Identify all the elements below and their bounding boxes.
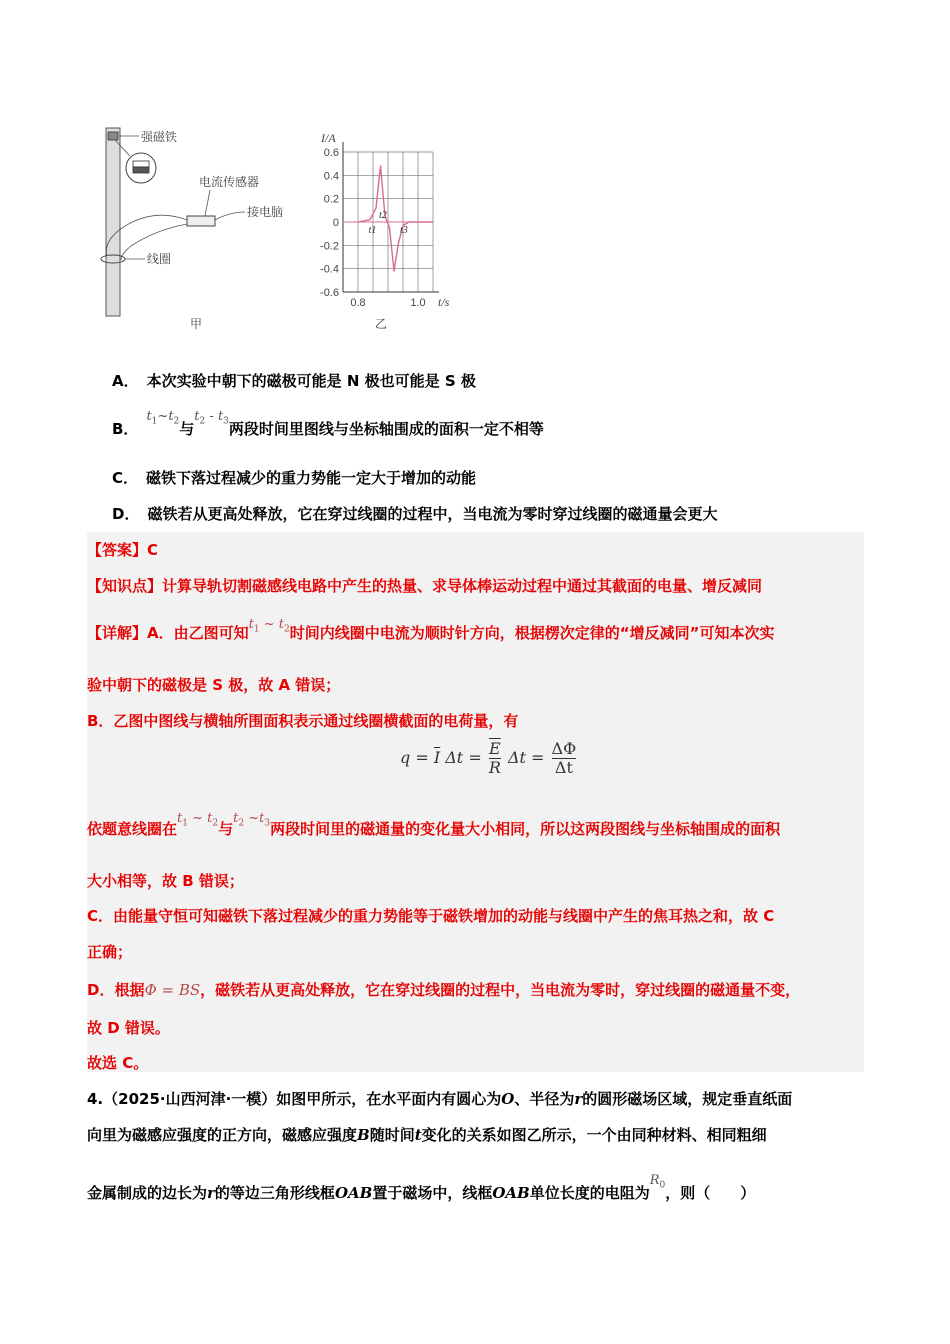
option-c-label: C． bbox=[112, 469, 139, 487]
x-tick-label: 1.0 bbox=[410, 297, 426, 309]
detail-a-line-1: 【详解】A．由乙图可知$t_1$ ~ $t_2$时间内线圈中电流为顺时针方向，根据楞次定律的“增反减同”可知本次实 bbox=[87, 617, 775, 642]
y-tick-label: -0.2 bbox=[320, 240, 339, 253]
detail-c-line-1: C．由能量守恒可知磁铁下落过程减少的重力势能等于磁铁增加的动能与线圈中产生的焦耳热之和，故 C bbox=[87, 907, 775, 925]
chart bbox=[320, 142, 439, 309]
detail-d-line-2: 故 D 错误。 bbox=[87, 1019, 170, 1037]
yi-label: 乙 bbox=[375, 317, 388, 331]
current-sensor bbox=[187, 216, 215, 226]
conclusion: 故选 C。 bbox=[87, 1054, 149, 1072]
chart-ylabel: I/A bbox=[321, 131, 336, 145]
question4-line-2: 向里为磁感应强度的正方向，磁感应强度B随时间t变化的关系如图乙所示，一个由同种材料、相同粗细 bbox=[87, 1126, 767, 1144]
option-b-text: 两段时间里图线与坐标轴围成的面积一定不相等 bbox=[228, 420, 544, 438]
detail-a-line-2: 验中朝下的磁极是 S 极，故 A 错误； bbox=[87, 676, 341, 694]
option-c-text: 磁铁下落过程减少的重力势能一定大于增加的动能 bbox=[146, 469, 477, 487]
y-tick-label: 0.4 bbox=[323, 170, 339, 183]
option-d-label: D． bbox=[112, 505, 140, 523]
computer-cable bbox=[215, 212, 245, 220]
computer-label: 接电脑 bbox=[247, 205, 284, 219]
option-b-mid: 与 bbox=[179, 420, 195, 438]
option-b-label: B． bbox=[112, 420, 139, 438]
option-a-label: A． bbox=[112, 372, 139, 390]
magnet-label: 强磁铁 bbox=[141, 130, 178, 144]
detail-a-range: $t_1$ ~ $t_2$ bbox=[248, 617, 290, 635]
magnifier-magnet-top bbox=[133, 161, 149, 167]
answer-line: 【答案】C bbox=[87, 541, 159, 559]
y-tick-label: -0.6 bbox=[320, 287, 339, 299]
option-d-text: 磁铁若从更高处释放，它在穿过线圈的过程中，当电流为零时穿过线圈的磁通量会更大 bbox=[147, 505, 718, 523]
option-c bbox=[112, 467, 476, 488]
current-curve bbox=[358, 166, 433, 271]
option-b bbox=[112, 409, 544, 438]
option-d bbox=[112, 503, 717, 524]
figure bbox=[95, 120, 475, 340]
y-tick-label: 0 bbox=[332, 217, 339, 229]
x-tick-label: 0.8 bbox=[350, 297, 366, 309]
time-annotation-t2: t2 bbox=[379, 209, 387, 221]
option-b-range-2: $t_2 - t_3$ bbox=[194, 409, 229, 427]
question4-line-1: 4.（2025·山西河津·一模）如图甲所示，在水平面内有圆心为O、半径为r的圆形磁场区域，规定垂直纸面 bbox=[87, 1090, 793, 1108]
sensor-label: 电流传感器 bbox=[199, 175, 260, 189]
detail-b-line-3: 大小相等，故 B 错误； bbox=[87, 872, 244, 890]
option-a bbox=[112, 370, 476, 391]
time-annotation-t1: t1 bbox=[368, 225, 377, 236]
option-b-range-1: $t_1\sim t_2$ bbox=[146, 409, 180, 427]
flux-formula: Φ = BS bbox=[144, 981, 201, 999]
knowledge-line: 【知识点】计算导轨切割磁感线电路中产生的热量、求导体棒运动过程中通过其截面的电量、增反减同 bbox=[87, 577, 763, 595]
y-tick-label: 0.6 bbox=[323, 147, 339, 159]
sensor-leader bbox=[205, 190, 210, 216]
question4-line-3: 金属制成的边长为r的等边三角形线框OAB置于磁场中，线框OAB单位长度的电阻为$R_0$，则（ ） bbox=[87, 1173, 756, 1202]
jia-label: 甲 bbox=[190, 317, 203, 331]
figure-svg bbox=[95, 120, 475, 340]
y-tick-label: 0.2 bbox=[323, 193, 339, 206]
coil-label: 线圈 bbox=[147, 252, 172, 266]
detail-d-line-1: D．根据Φ = BS，磁铁若从更高处释放，它在穿过线圈的过程中，当电流为零时，穿过线圈的磁通量不变， bbox=[87, 981, 801, 999]
detail-b-line-1: B．乙图中图线与横轴所围面积表示通过线圈横截面的电荷量，有 bbox=[87, 712, 519, 730]
magnifier-magnet-bottom bbox=[133, 167, 149, 173]
r0-symbol: $R_0$ bbox=[649, 1173, 666, 1191]
time-annotation-t3: t3 bbox=[400, 225, 408, 236]
detail-c-line-2: 正确； bbox=[87, 943, 133, 961]
tube bbox=[106, 128, 120, 316]
option-a-text: 本次实验中朝下的磁极可能是 N 极也可能是 S 极 bbox=[146, 372, 476, 390]
chart-xlabel: t/s bbox=[438, 295, 450, 309]
magnet bbox=[108, 132, 118, 140]
y-tick-label: -0.4 bbox=[320, 263, 339, 276]
charge-formula: $q = \overline{I}$ Δt = $\frac{\overline{E}}{R}$ Δt = $\frac{\Delta\Phi}{\Delta t}$ bbox=[400, 739, 577, 777]
detail-b-line-2: 依题意线圈在$t_1$ ~ $t_2$与$t_2$ $\sim t_3$两段时间里的磁通量的变化量大小相同，所以这两段图线与坐标轴围成的面积 bbox=[87, 811, 781, 838]
